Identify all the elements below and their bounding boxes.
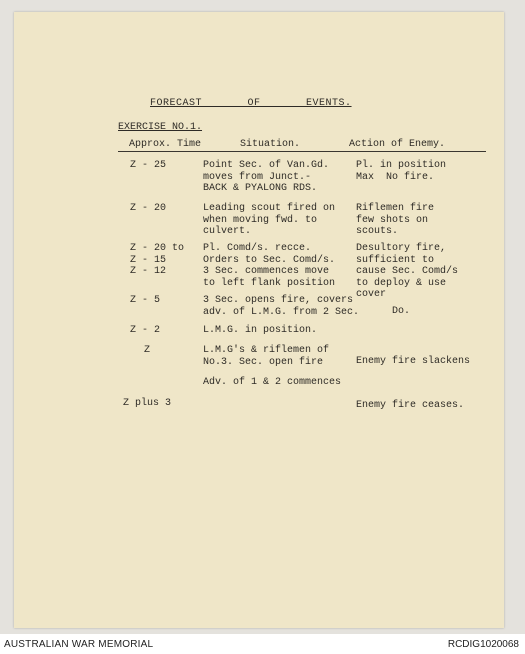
document-title: FORECAST OF EVENTS. — [150, 98, 352, 109]
row-enemy-action: Enemy fire slackens — [356, 356, 471, 367]
row-situation: L.M.G. in position. — [203, 325, 318, 336]
row-time: Z - 5 — [130, 295, 161, 306]
row-situation: 3 Sec. opens fire, covers adv. of L.M.G. from 2 Sec. — [203, 295, 360, 318]
exercise-heading: EXERCISE NO.1. — [118, 122, 203, 133]
row-enemy-action: Pl. in position Max No fire. — [356, 160, 447, 183]
row-situation: Point Sec. of Van.Gd. moves from Junct.- BACK & PYALONG RDS. — [203, 160, 330, 194]
footer-institution: AUSTRALIAN WAR MEMORIAL — [4, 639, 154, 650]
row-enemy-action: Enemy fire ceases. — [356, 400, 465, 411]
row-enemy-action: Riflemen fire few shots on scouts. — [356, 203, 435, 237]
row-time: Z - 2 — [130, 325, 161, 336]
row-enemy-action: Desultory fire, sufficient to cause Sec. Comd/s to deploy & use cover — [356, 243, 459, 300]
row-time: Z plus 3 — [123, 398, 172, 409]
row-enemy-action: Do. — [368, 306, 411, 317]
row-situation: Pl. Comd/s. recce. Orders to Sec. Comd/s. 3 Sec. commences move to left flank position — [203, 243, 336, 289]
column-header-situation: Situation. — [240, 139, 301, 150]
row-time: Z - 20 to Z - 15 Z - 12 — [130, 243, 185, 277]
row-time: Z — [144, 345, 151, 356]
column-header-enemy-action: Action of Enemy. — [349, 139, 446, 150]
header-rule — [118, 151, 486, 152]
row-situation: Leading scout fired on when moving fwd. to culvert. — [203, 203, 336, 237]
row-situation: Adv. of 1 & 2 commences — [203, 377, 342, 388]
footer-record-id: RCDIG1020068 — [447, 639, 519, 650]
row-situation: L.M.G's & riflemen of No.3. Sec. open fire — [203, 345, 330, 368]
row-time: Z - 20 — [130, 203, 167, 214]
row-time: Z - 25 — [130, 160, 167, 171]
column-header-time: Approx. Time — [129, 139, 202, 150]
